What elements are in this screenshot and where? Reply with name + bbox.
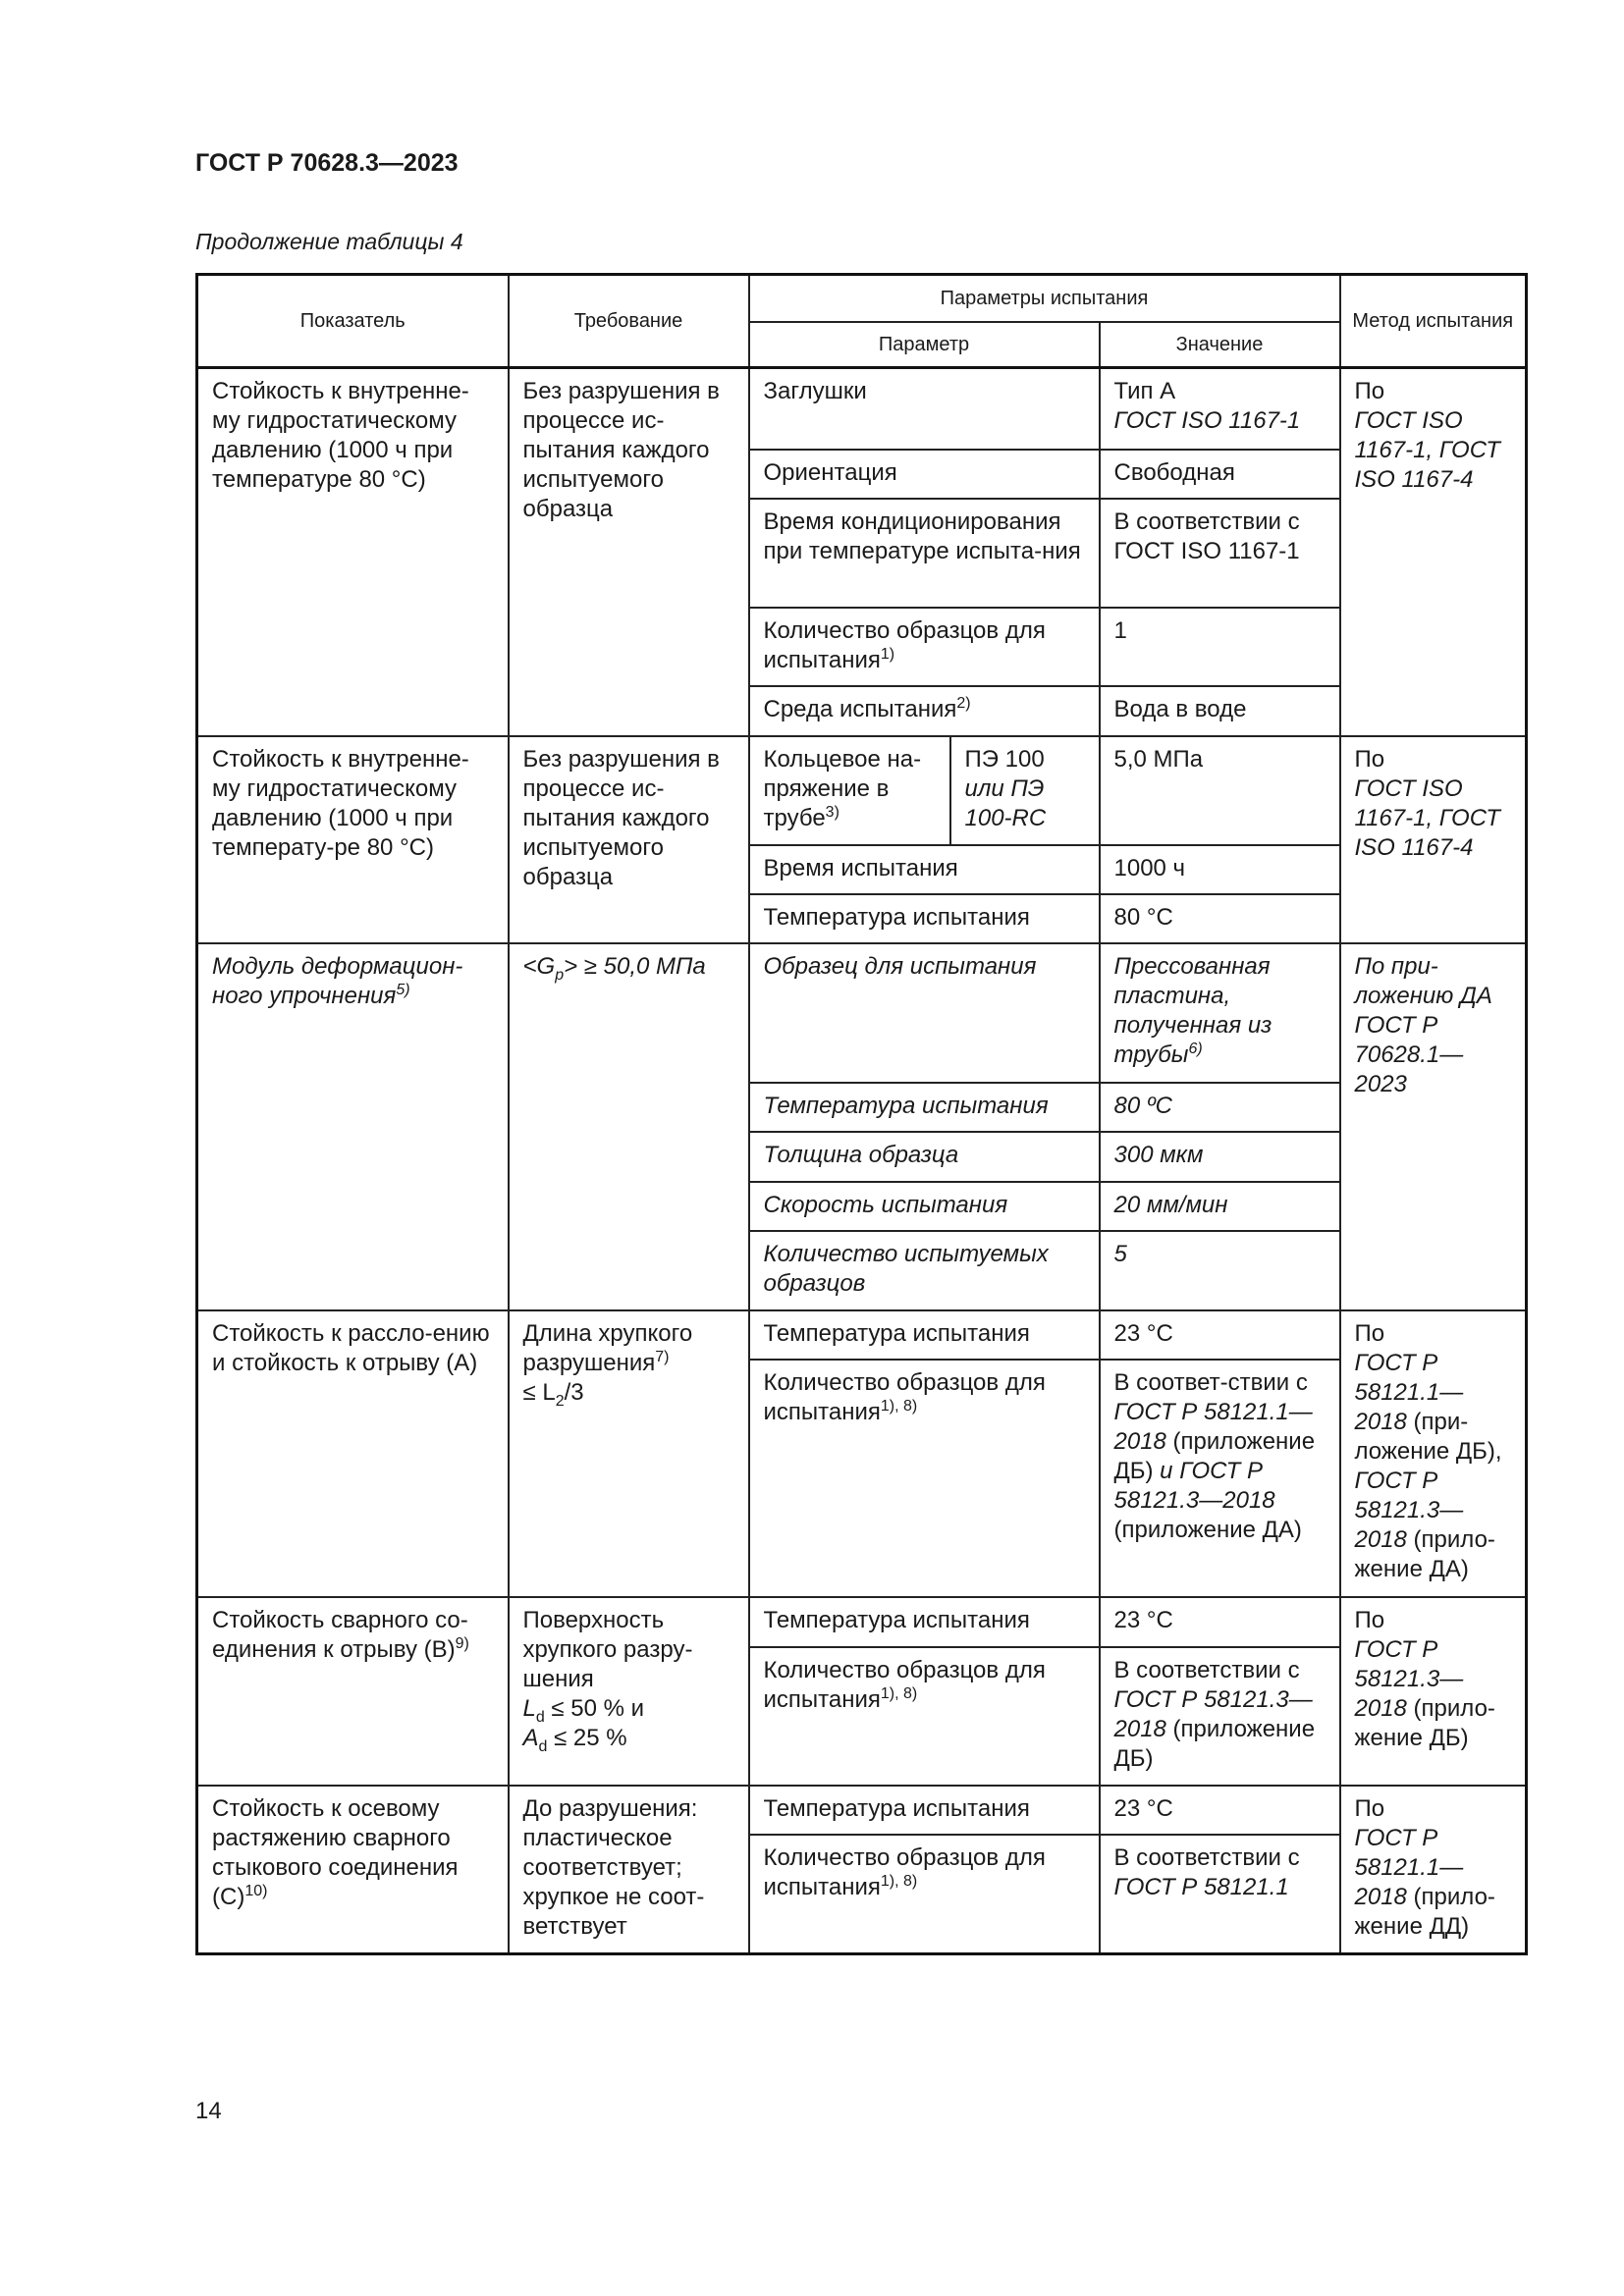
param-cell: Среда испытания$^{2)}$ bbox=[749, 686, 1100, 735]
value-cell: 80 °С bbox=[1100, 894, 1340, 943]
method-cell: По ГОСТ ISO 1167-1, ГОСТ ISO 1167-4 bbox=[1340, 736, 1527, 944]
param-cell: Количество образцов для испытания$^{1), 8)}$ bbox=[749, 1647, 1100, 1786]
method-cell: По ГОСТ Р 58121.1— 2018 (при-ложение ДБ), ГОСТ Р 58121.3— 2018 (прило-жение ДА) bbox=[1340, 1310, 1527, 1598]
value-cell: Вода в воде bbox=[1100, 686, 1340, 735]
method-cell: По ГОСТ Р 58121.1— 2018 (прило-жение ДД) bbox=[1340, 1786, 1527, 1954]
header-indicator: Показатель bbox=[197, 275, 509, 368]
value-cell: Тип А ГОСТ ISO 1167-1 bbox=[1100, 367, 1340, 450]
header-value: Значение bbox=[1100, 322, 1340, 367]
header-requirement: Требование bbox=[509, 275, 749, 368]
subparam-cell: ПЭ 100 или ПЭ 100-RC bbox=[950, 736, 1100, 845]
value-cell: В соответствии с ГОСТ Р 58121.1 bbox=[1100, 1835, 1340, 1953]
requirement-cell: $<G_p> \ge 50,0$ МПа bbox=[509, 943, 749, 1309]
value-cell: 23 °С bbox=[1100, 1597, 1340, 1646]
value-cell: 80 ºС bbox=[1100, 1083, 1340, 1132]
indicator-cell: Стойкость к рассло-ению и стойкость к отрыву (А) bbox=[197, 1310, 509, 1598]
table-row bbox=[197, 1786, 1527, 1835]
param-cell: Скорость испытания bbox=[749, 1182, 1100, 1231]
table-caption: Продолжение таблицы 4 bbox=[195, 229, 463, 254]
document-code: ГОСТ Р 70628.3—2023 bbox=[195, 149, 459, 177]
param-cell: Температура испытания bbox=[749, 1310, 1100, 1360]
table-row bbox=[197, 1310, 1527, 1360]
param-cell: Количество образцов для испытания$^{1), 8)}$ bbox=[749, 1360, 1100, 1597]
value-cell: Прессованная пластина, полученная из трубы$^{6)}$ bbox=[1100, 943, 1340, 1082]
param-cell: Количество образцов для испытания$^{1), 8)}$ bbox=[749, 1835, 1100, 1953]
param-cell: Время испытания bbox=[749, 845, 1100, 894]
table-row bbox=[197, 943, 1527, 1082]
indicator-cell: Модуль деформацион-ного упрочнения$^{5)}$ bbox=[197, 943, 509, 1309]
param-cell: Ориентация bbox=[749, 450, 1100, 499]
table-row bbox=[197, 1597, 1527, 1646]
page-number: 14 bbox=[195, 2098, 222, 2124]
value-cell: 1000 ч bbox=[1100, 845, 1340, 894]
method-cell: По ГОСТ ISO 1167-1, ГОСТ ISO 1167-4 bbox=[1340, 367, 1527, 735]
requirement-cell: Без разрушения в процессе ис-пытания каждого испытуемого образца bbox=[509, 367, 749, 735]
param-cell: Температура испытания bbox=[749, 894, 1100, 943]
test-parameters-table bbox=[195, 273, 1528, 1955]
value-cell: 5 bbox=[1100, 1231, 1340, 1310]
method-cell: По при-ложению ДА ГОСТ Р 70628.1—2023 bbox=[1340, 943, 1527, 1309]
indicator-cell: Стойкость сварного со-единения к отрыву $(В)^{9)}$ bbox=[197, 1597, 509, 1786]
param-cell: Температура испытания bbox=[749, 1597, 1100, 1646]
table-row bbox=[197, 736, 1527, 845]
value-cell: 20 мм/мин bbox=[1100, 1182, 1340, 1231]
indicator-cell: Стойкость к внутренне-му гидростатическому давлению (1000 ч при температу-ре 80 °С) bbox=[197, 736, 509, 944]
param-cell: Заглушки bbox=[749, 367, 1100, 450]
indicator-cell: Стойкость к внутренне-му гидростатическому давлению (1000 ч при температуре 80 °С) bbox=[197, 367, 509, 735]
value-cell: 300 мкм bbox=[1100, 1132, 1340, 1181]
value-cell: 23 °С bbox=[1100, 1310, 1340, 1360]
param-cell: Кольцевое на-пряжение в трубе$^{3)}$ bbox=[749, 736, 950, 845]
method-cell: По ГОСТ Р 58121.3— 2018 (прило-жение ДБ) bbox=[1340, 1597, 1527, 1786]
param-cell: Количество образцов для испытания$^{1)}$ bbox=[749, 608, 1100, 686]
requirement-cell: Поверхность хрупкого разру-шения $L_d \le 50$ % и $A_d \le 25$ % bbox=[509, 1597, 749, 1786]
table-row bbox=[197, 367, 1527, 450]
header-test-parameters: Параметры испытания bbox=[749, 275, 1340, 322]
value-cell: В соответствии с ГОСТ ISO 1167-1 bbox=[1100, 499, 1340, 608]
requirement-cell: До разрушения: пластическое соответствует; хрупкое не соот-ветствует bbox=[509, 1786, 749, 1954]
value-cell: В соответ-ствии с ГОСТ Р 58121.1—2018 (приложение ДБ) и ГОСТ Р 58121.3—2018 (приложение ДА) bbox=[1100, 1360, 1340, 1597]
indicator-cell: Стойкость к осевому растяжению сварного стыкового соединения $(С)^{10)}$ bbox=[197, 1786, 509, 1954]
param-cell: Температура испытания bbox=[749, 1786, 1100, 1835]
requirement-cell: Без разрушения в процессе ис-пытания каждого испытуемого образца bbox=[509, 736, 749, 944]
param-cell: Количество испытуемых образцов bbox=[749, 1231, 1100, 1310]
param-cell: Температура испытания bbox=[749, 1083, 1100, 1132]
header-parameter: Параметр bbox=[749, 322, 1100, 367]
param-cell: Время кондиционирования при температуре испыта-ния bbox=[749, 499, 1100, 608]
value-cell: 1 bbox=[1100, 608, 1340, 686]
value-cell: В соответствии с ГОСТ Р 58121.3—2018 (приложение ДБ) bbox=[1100, 1647, 1340, 1786]
param-cell: Образец для испытания bbox=[749, 943, 1100, 1082]
param-cell: Толщина образца bbox=[749, 1132, 1100, 1181]
requirement-cell: Длина хрупкого разрушения$^{7)}$ ≤ $L_2/3$ bbox=[509, 1310, 749, 1598]
value-cell: 5,0 МПа bbox=[1100, 736, 1340, 845]
value-cell: Свободная bbox=[1100, 450, 1340, 499]
value-cell: 23 °С bbox=[1100, 1786, 1340, 1835]
header-method: Метод испытания bbox=[1340, 275, 1527, 368]
